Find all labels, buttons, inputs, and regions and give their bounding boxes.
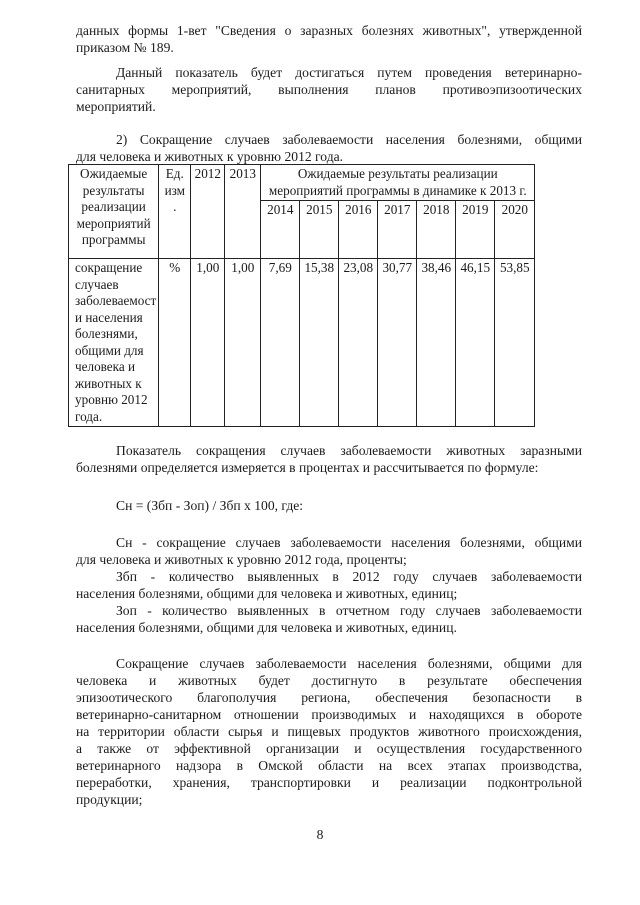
cell-value-2017: 30,77	[378, 259, 417, 427]
paragraph-reduction-achievement: Сокращение случаев заболеваемости населения болезнями, общими для человека и животных будет достигнуто в результате обеспечения эпизоотического благополучия региона, обеспечения безопасности в ветеринарно-санитарном отношении производимых и находящихся в обороте на территории области сырья и пищевых продуктов животного происхождения, а также от эффективной организации и осуществления государственного ветеринарного надзора в Омской области на всех этапах производства, переработки, хранения, транспортировки и реализации подконтрольной продукции;	[76, 656, 582, 807]
paragraph-form-reference: данных формы 1-вет "Сведения о заразных болезнях животных", утвержденной приказом № 189.	[76, 23, 582, 55]
header-unit: Ед. изм .	[159, 165, 191, 259]
header-year-2015: 2015	[300, 201, 339, 259]
definition-zbp: Збп - количество выявленных в 2012 году случаев заболеваемости населения болезнями, общими для человека и животных, единиц;	[76, 569, 582, 601]
row-label-reduction: сокращение случаев заболеваемост и населения болезнями, общими для человека и животных к уровню 2012 года.	[69, 259, 159, 427]
definition-zop: Зоп - количество выявленных в отчетном году случаев заболеваемости населения болезнями, общими для человека и животных, единиц.	[76, 603, 582, 635]
results-table	[68, 164, 535, 427]
paragraph-indicator-title: 2) Сокращение случаев заболеваемости населения болезнями, общими для человека и животных к уровню 2012 года.	[76, 132, 582, 164]
cell-value-2013: 1,00	[225, 259, 261, 427]
header-year-2020: 2020	[495, 201, 535, 259]
header-year-2014: 2014	[261, 201, 300, 259]
cell-value-2014: 7,69	[261, 259, 300, 427]
header-year-2017: 2017	[378, 201, 417, 259]
definition-sn: Сн - сокращение случаев заболеваемости населения болезнями, общими для человека и животных к уровню 2012 года, проценты;	[76, 535, 582, 567]
cell-value-2016: 23,08	[339, 259, 378, 427]
header-dynamics: Ожидаемые результаты реализации мероприятий программы в динамике к 2013 г.	[261, 165, 535, 201]
page-number: 8	[316, 827, 324, 842]
header-expected-results: Ожидаемые результаты реализации мероприятий программы	[69, 165, 159, 259]
cell-unit-percent: %	[159, 259, 191, 427]
cell-value-2012: 1,00	[191, 259, 225, 427]
header-year-2012: 2012	[191, 165, 225, 259]
cell-value-2018: 38,46	[417, 259, 456, 427]
header-year-2019: 2019	[456, 201, 495, 259]
paragraph-indicator-achievement: Данный показатель будет достигаться путем проведения ветеринарно- санитарных мероприятий, выполнения планов противоэпизоотических мероприятий.	[76, 65, 582, 114]
header-year-2016: 2016	[339, 201, 378, 259]
formula: Сн = (Збп - Зоп) / Збп х 100, где:	[116, 498, 304, 513]
paragraph-calculation-method: Показатель сокращения случаев заболеваемости животных заразными болезнями определяется измеряется в процентах и рассчитывается по формуле:	[76, 443, 582, 475]
cell-value-2015: 15,38	[300, 259, 339, 427]
header-year-2018: 2018	[417, 201, 456, 259]
cell-value-2019: 46,15	[456, 259, 495, 427]
cell-value-2020: 53,85	[495, 259, 535, 427]
header-year-2013: 2013	[225, 165, 261, 259]
